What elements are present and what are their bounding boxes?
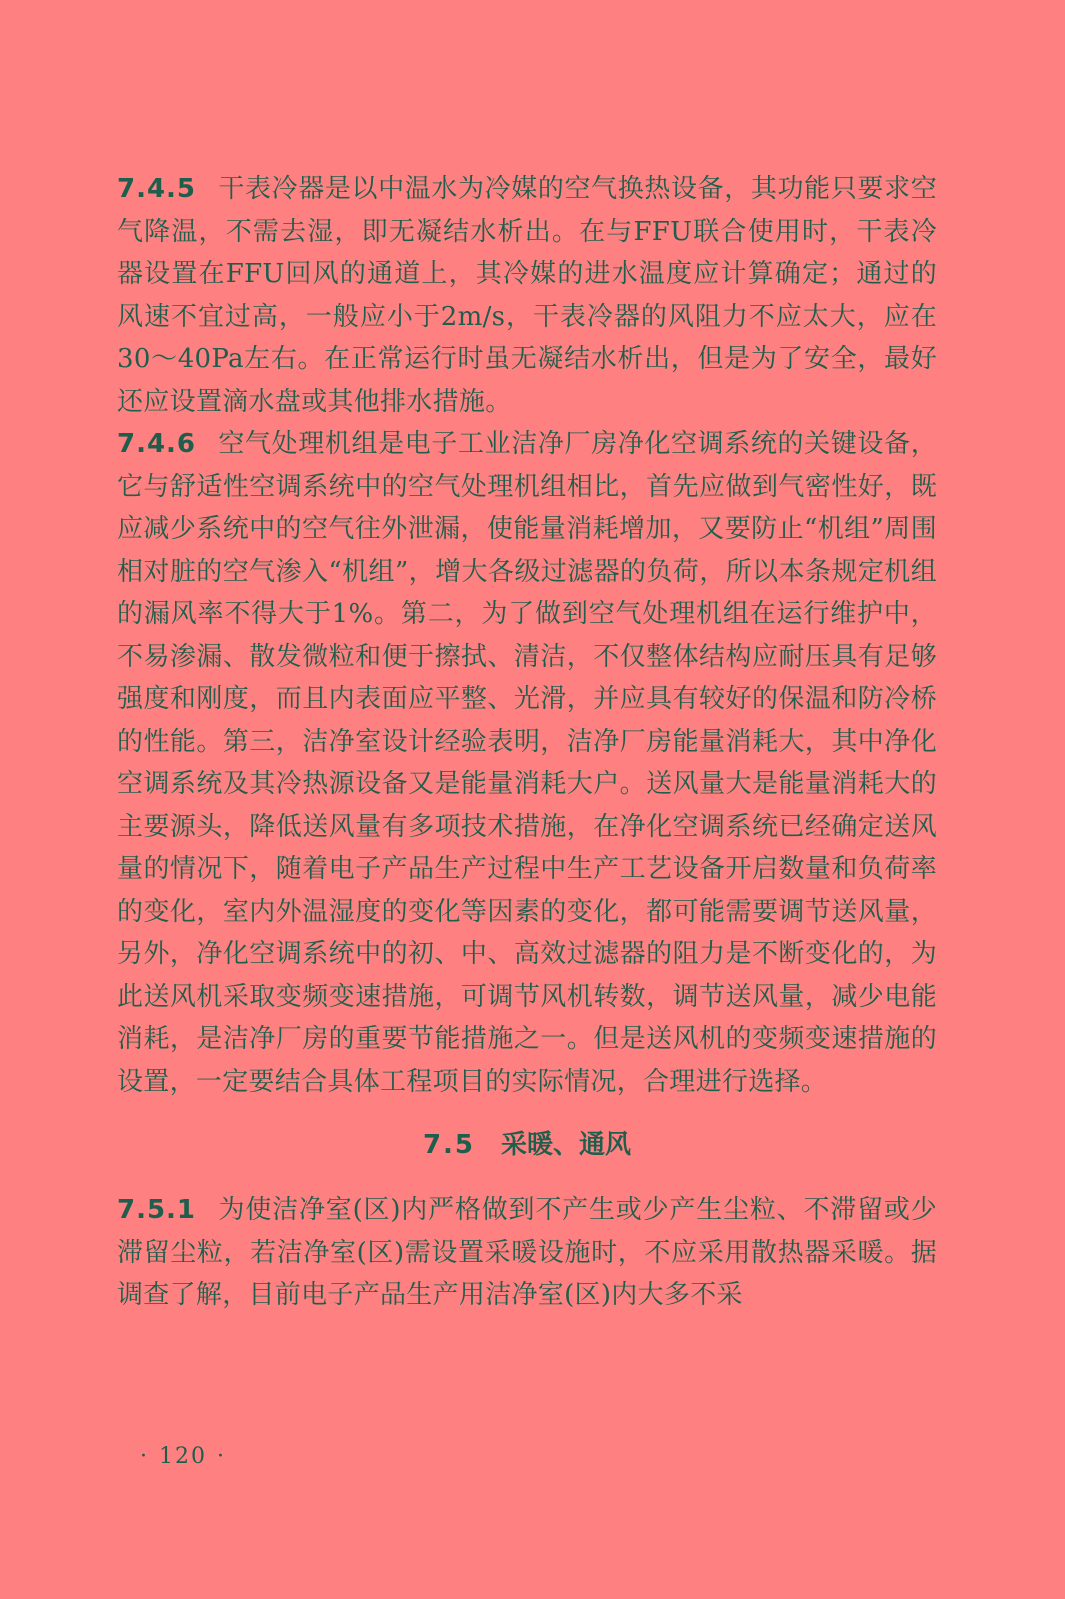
clause-7-5-1	[117, 1189, 937, 1317]
page-number	[130, 1444, 236, 1469]
clause-text: 空气处理机组是电子工业洁净厂房净化空调系统的关键设备，它与舒适性空调系统中的空气处理机组相比，首先应做到气密性好，既应减少系统中的空气往外泄漏，使能量消耗增加，又要防止“机组”周围相对脏的空气渗入“机组”，增大各级过滤器的负荷，所以本条规定机组的漏风率不得大于1%。第二，为了做到空气处理机组在运行维护中，不易渗漏、散发微粒和便于擦拭、清洁，不仅整体结构应耐压具有足够强度和刚度，而且内表面应平整、光滑，并应具有较好的保温和防冷桥的性能。第三，洁净室设计经验表明，洁净厂房能量消耗大，其中净化空调系统及其冷热源设备又是能量消耗大户。送风量大是能量消耗大的主要源头，降低送风量有多项技术措施，在净化空调系统已经确定送风量的情况下，随着电子产品生产过程中生产工艺设备开启数量和负荷率的变化，室内外温湿度的变化等因素的变化，都可能需要调节送风量，另外，净化空调系统中的初、中、高效过滤器的阻力是不断变化的，为此送风机采取变频变速措施，可调节风机转数，调节送风量，减少电能消耗，是洁净厂房的重要节能措施之一。但是送风机的变频变速措施的设置，一定要结合具体工程项目的实际情况，合理进行选择。	[117, 429, 937, 1097]
section-heading	[117, 1113, 937, 1177]
clause-7-4-6	[117, 423, 937, 1103]
clause-text: 为使洁净室(区)内严格做到不产生或少产生尘粒、不滞留或少滞留尘粒，若洁净室(区)需设置采暖设施时，不应采用散热器采暖。据调查了解，目前电子产品生产用洁净室(区)内大多不采	[117, 1195, 937, 1310]
clause-number: 7.4.6	[117, 429, 197, 459]
page-body	[117, 168, 937, 1317]
page-number-value: 120	[159, 1444, 207, 1469]
clause-text: 干表冷器是以中温水为冷媒的空气换热设备，其功能只要求空气降温，不需去湿，即无凝结水析出。在与FFU联合使用时，干表冷器设置在FFU回风的通道上，其冷媒的进水温度应计算确定；通过的风速不宜过高，一般应小于2m/s，干表冷器的风阻力不应太大，应在30～40Pa左右。在正常运行时虽无凝结水析出，但是为了安全，最好还应设置滴水盘或其他排水措施。	[117, 174, 937, 417]
section-title: 采暖、通风	[501, 1130, 632, 1160]
page-dot-left: ·	[140, 1444, 149, 1469]
page-dot-right: ·	[217, 1444, 226, 1469]
clause-number: 7.4.5	[117, 174, 197, 204]
section-number: 7.5	[422, 1130, 476, 1160]
clause-7-4-5	[117, 168, 937, 423]
clause-number: 7.5.1	[117, 1195, 197, 1225]
